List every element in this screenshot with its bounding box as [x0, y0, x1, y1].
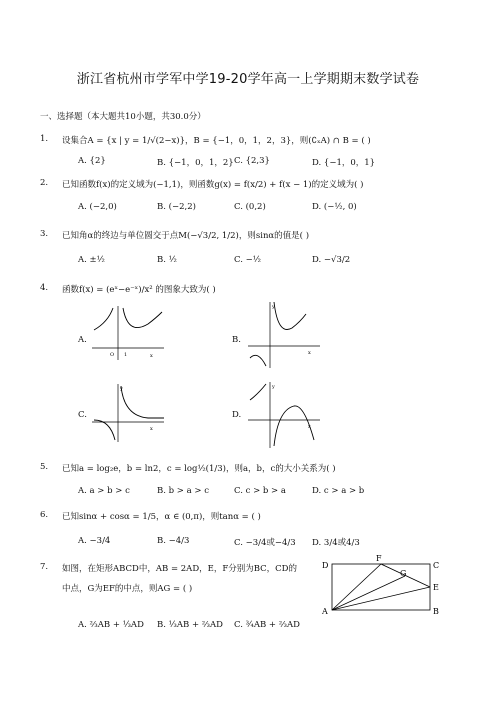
section-heading: 一、选择题（本大题共10小题，共30.0分） — [40, 112, 206, 122]
label-a: A — [322, 607, 328, 616]
svg-text:y: y — [272, 384, 275, 390]
question-4-text: 函数f(x) = (eˣ−e⁻ˣ)/x² 的图象大致为( ) — [62, 285, 216, 295]
label-c: C — [433, 561, 440, 570]
svg-text:O: O — [110, 352, 115, 358]
svg-text:x: x — [150, 426, 153, 432]
q3-option-b: B. ½ — [157, 255, 177, 265]
q2-option-d: D. (−½, 0) — [312, 202, 357, 212]
q4-graph-c — [88, 382, 168, 444]
svg-text:y: y — [120, 386, 123, 392]
q5-option-b: B. b > a > c — [157, 486, 209, 496]
question-number: 7. — [40, 562, 49, 572]
question-number: 3. — [40, 229, 49, 239]
q7-option-b: B. ⅓AB + ⅔AD — [157, 620, 223, 630]
question-number: 2. — [40, 178, 49, 188]
q6-option-b: B. −4/3 — [157, 536, 190, 546]
q4-option-c-label: C. — [78, 410, 87, 420]
q2-option-b: B. (−2,2) — [157, 202, 196, 212]
q4-graph-d — [244, 380, 324, 450]
question-5-text: 已知a = log₂e，b = ln2，c = log½(1/3)，则a，b，c的大小关系为( ) — [62, 464, 336, 474]
label-g: G — [400, 569, 407, 578]
question-7-text: 如图，在矩形ABCD中，AB = 2AD，E，F分别为BC，CD的 — [62, 564, 297, 574]
q5-option-c: C. c > b > a — [234, 486, 286, 496]
q3-option-c: C. −½ — [234, 255, 261, 265]
svg-text:1: 1 — [124, 352, 128, 358]
q1-option-b: B. {−1，0，1，2} — [157, 158, 234, 168]
q4-graph-a — [88, 302, 168, 364]
question-6-text: 已知sinα + cosα = 1/5，α ∈ (0,π)，则tanα = ( ) — [62, 512, 261, 522]
q1-option-c: C. {2,3} — [234, 156, 270, 166]
q1-option-d: D. {−1，0，1} — [312, 158, 376, 168]
question-7-text-line2: 中点，G为EF的中点，则AG = ( ) — [62, 584, 193, 594]
rectangle-figure — [320, 552, 444, 616]
q6-option-d: D. 3/4或4/3 — [312, 538, 360, 548]
q2-option-c: C. (0,2) — [234, 202, 266, 212]
svg-text:x: x — [308, 350, 311, 356]
q1-option-a: A. {2} — [78, 156, 106, 166]
svg-text:y: y — [272, 304, 275, 310]
label-e: E — [433, 583, 439, 592]
svg-text:x: x — [150, 353, 153, 359]
q6-option-a: A. −3/4 — [78, 536, 111, 546]
svg-text:x: x — [308, 424, 311, 430]
question-number: 1. — [40, 134, 49, 144]
q4-option-d-label: D. — [232, 410, 242, 420]
q2-option-a: A. (−2,0) — [78, 202, 117, 212]
question-1-text: 设集合A = {x | y = 1/√(2−x)}，B = {−1，0，1，2，3}，则(∁ₓA) ∩ B = ( ) — [62, 136, 371, 146]
page-title: 浙江省杭州市学军中学19-20学年高一上学期期末数学试卷 — [76, 72, 420, 87]
q3-option-d: D. −√3/2 — [312, 255, 351, 265]
question-number: 5. — [40, 462, 49, 472]
q4-option-a-label: A. — [78, 335, 87, 345]
q3-option-a: A. ±½ — [78, 255, 105, 265]
label-f: F — [376, 554, 382, 563]
question-3-text: 已知角α的终边与单位圆交于点M(−√3/2, 1/2)，则sinα的值是( ) — [62, 231, 310, 241]
q5-option-d: D. c > a > b — [312, 486, 365, 496]
q4-graph-b — [244, 300, 324, 370]
q7-option-a: A. ⅔AB + ⅓AD — [78, 620, 144, 630]
label-b: B — [433, 607, 439, 616]
label-d: D — [322, 561, 329, 570]
q6-option-c: C. −3/4或−4/3 — [234, 538, 296, 548]
question-number: 4. — [40, 283, 49, 293]
q5-option-a: A. a > b > c — [78, 486, 130, 496]
q4-option-b-label: B. — [232, 335, 241, 345]
question-2-text: 已知函数f(x)的定义域为(−1,1)，则函数g(x) = f(x/2) + f(x − 1)的定义域为( ) — [62, 180, 364, 190]
question-number: 6. — [40, 510, 49, 520]
q7-option-c: C. ¾AB + ⅔AD — [234, 620, 300, 630]
